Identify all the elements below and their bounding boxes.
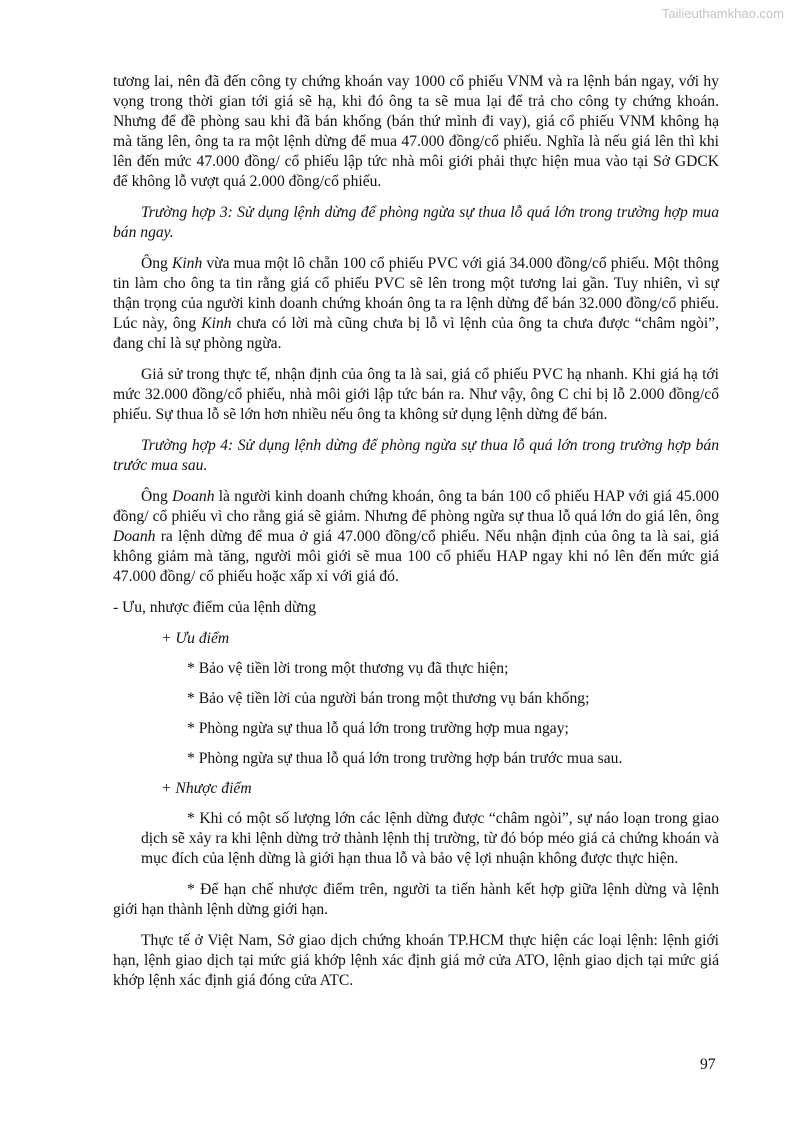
- paragraph-continuation: tương lai, nên đã đến công ty chứng khoán vay 1000 cổ phiếu VNM và ra lệnh bán ngay, với hy vọng trong thời gian tới giá sẽ hạ, khi đó ông ta sẽ mua lại để trả cho công ty chứng khoán. Nhưng để đề phòng sau khi đã bán khống (bán thứ mình đi vay), giá cổ phiếu VNM không hạ mà tăng lên, ông ta ra một lệnh dừng để mua 47.000 đồng/cổ phiếu. Nghĩa là nếu giá lên thì khi lên đến mức 47.000 đồng/ cổ phiếu lập tức nhà môi giới phải thực hiện mua vào tại Sở GDCK để không lỗ vượt quá 2.000 đồng/cổ phiếu.: [113, 73, 719, 190]
- disadvantage-item: [113, 809, 719, 869]
- case-3-heading: Trường hợp 3: Sử dụng lệnh dừng để phòng ngừa sự thua lỗ quá lớn trong trường hợp mua bán ngay.: [113, 204, 719, 241]
- doanh-text-3: ra lệnh dừng để mua ở giá 47.000 đồng/cổ phiếu. Nếu nhận định của ông ta là sai, giá không giảm mà tăng, người môi giới sẽ mua 100 cổ phiếu HAP ngay khi nó lên đến mức giá 47.000 đồng/ cổ phiếu hoặc xấp xỉ với giá đó.: [113, 528, 719, 585]
- advantage-item: * Bảo vệ tiền lời của người bán trong một thương vụ bán khống;: [187, 690, 590, 707]
- advantage-item: * Phòng ngừa sự thua lỗ quá lớn trong trường hợp bán trước mua sau.: [187, 750, 623, 767]
- paragraph-vietnam: Thực tế ở Việt Nam, Sở giao dịch chứng khoán TP.HCM thực hiện các loại lệnh: lệnh giới hạn, lệnh giao dịch tại mức giá khớp lệnh xác định giá mở cửa ATO, lệnh giao dịch tại mức giá khớp lệnh xác định giá đóng cửa ATC.: [113, 932, 719, 989]
- case-4-heading: Trường hợp 4: Sử dụng lệnh dừng để phòng ngừa sự thua lỗ quá lớn trong trường hợp bán trước mua sau.: [113, 437, 719, 474]
- kinh-text-1: Ông: [141, 255, 172, 272]
- paragraph-doanh: [113, 487, 719, 587]
- page-number: 97: [700, 1056, 716, 1073]
- watermark: Tailieuthamkhao.com: [661, 6, 784, 21]
- paragraph-kinh: [113, 254, 719, 354]
- advantages-heading: + Ưu điểm: [161, 630, 230, 647]
- kinh-name-2: Kinh: [201, 315, 232, 332]
- advantage-item: * Bảo vệ tiền lời trong một thương vụ đã thực hiện;: [187, 660, 509, 677]
- paragraph-limit: * Để hạn chế nhược điểm trên, người ta tiến hành kết hợp giữa lệnh dừng và lệnh giới hạn thành lệnh dừng giới hạn.: [113, 881, 719, 918]
- doanh-text-2: là người kinh doanh chứng khoán, ông ta bán 100 cổ phiếu HAP với giá 45.000 đồng/ cổ phiếu vì cho rằng giá sẽ giảm. Nhưng để phòng ngừa sự thua lỗ quá lớn do giá lên, ông: [113, 488, 719, 525]
- page-content: [113, 72, 719, 1002]
- pros-cons-heading: - Ưu, nhược điểm của lệnh dừng: [113, 599, 317, 616]
- kinh-name-1: Kinh: [171, 255, 203, 272]
- disadvantage-text: * Khi có một số lượng lớn các lệnh dừng được “châm ngòi”, sự náo loạn trong giao dịch sẽ xảy ra khi lệnh dừng trở thành lệnh thị trường, từ đó bóp méo giá cả chứng khoán và mục đích của lệnh dừng là giới hạn thua lỗ và bảo vệ lợi nhuận không được thực hiện.: [141, 810, 719, 867]
- doanh-name-2: Doanh: [113, 528, 156, 545]
- kinh-text-3: chưa có lời mà cũng chưa bị lỗ vì lệnh của ông ta chưa được “châm ngòi”, đang chỉ là sự phòng ngừa.: [113, 315, 719, 352]
- paragraph-pvc-drop: Giả sử trong thực tế, nhận định của ông ta là sai, giá cổ phiếu PVC hạ nhanh. Khi giá hạ tới mức 32.000 đồng/cổ phiếu, nhà môi giới lập tức bán ra. Như vậy, ông C chỉ bị lỗ 2.000 đồng/cổ phiếu. Sự thua lỗ sẽ lớn hơn nhiều nếu ông ta không sử dụng lệnh dừng để bán.: [113, 366, 719, 423]
- disadvantages-heading: + Nhược điểm: [161, 780, 252, 797]
- doanh-name-1: Doanh: [172, 488, 215, 505]
- kinh-text-2: vừa mua một lô chẵn 100 cổ phiếu PVC với giá 34.000 đồng/cổ phiếu. Một thông tin làm cho ông ta tin rằng giá cổ phiếu PVC sẽ lên trong một tương lai gần. Tuy nhiên, vì sự thận trọng của người kinh doanh chứng khoán ông ta ra lệnh dừng để bán 32.000 đồng/cổ phiếu. Lúc này, ông: [113, 255, 719, 332]
- doanh-text-1: Ông: [141, 488, 173, 505]
- advantage-item: * Phòng ngừa sự thua lỗ quá lớn trong trường hợp mua ngay;: [187, 720, 569, 737]
